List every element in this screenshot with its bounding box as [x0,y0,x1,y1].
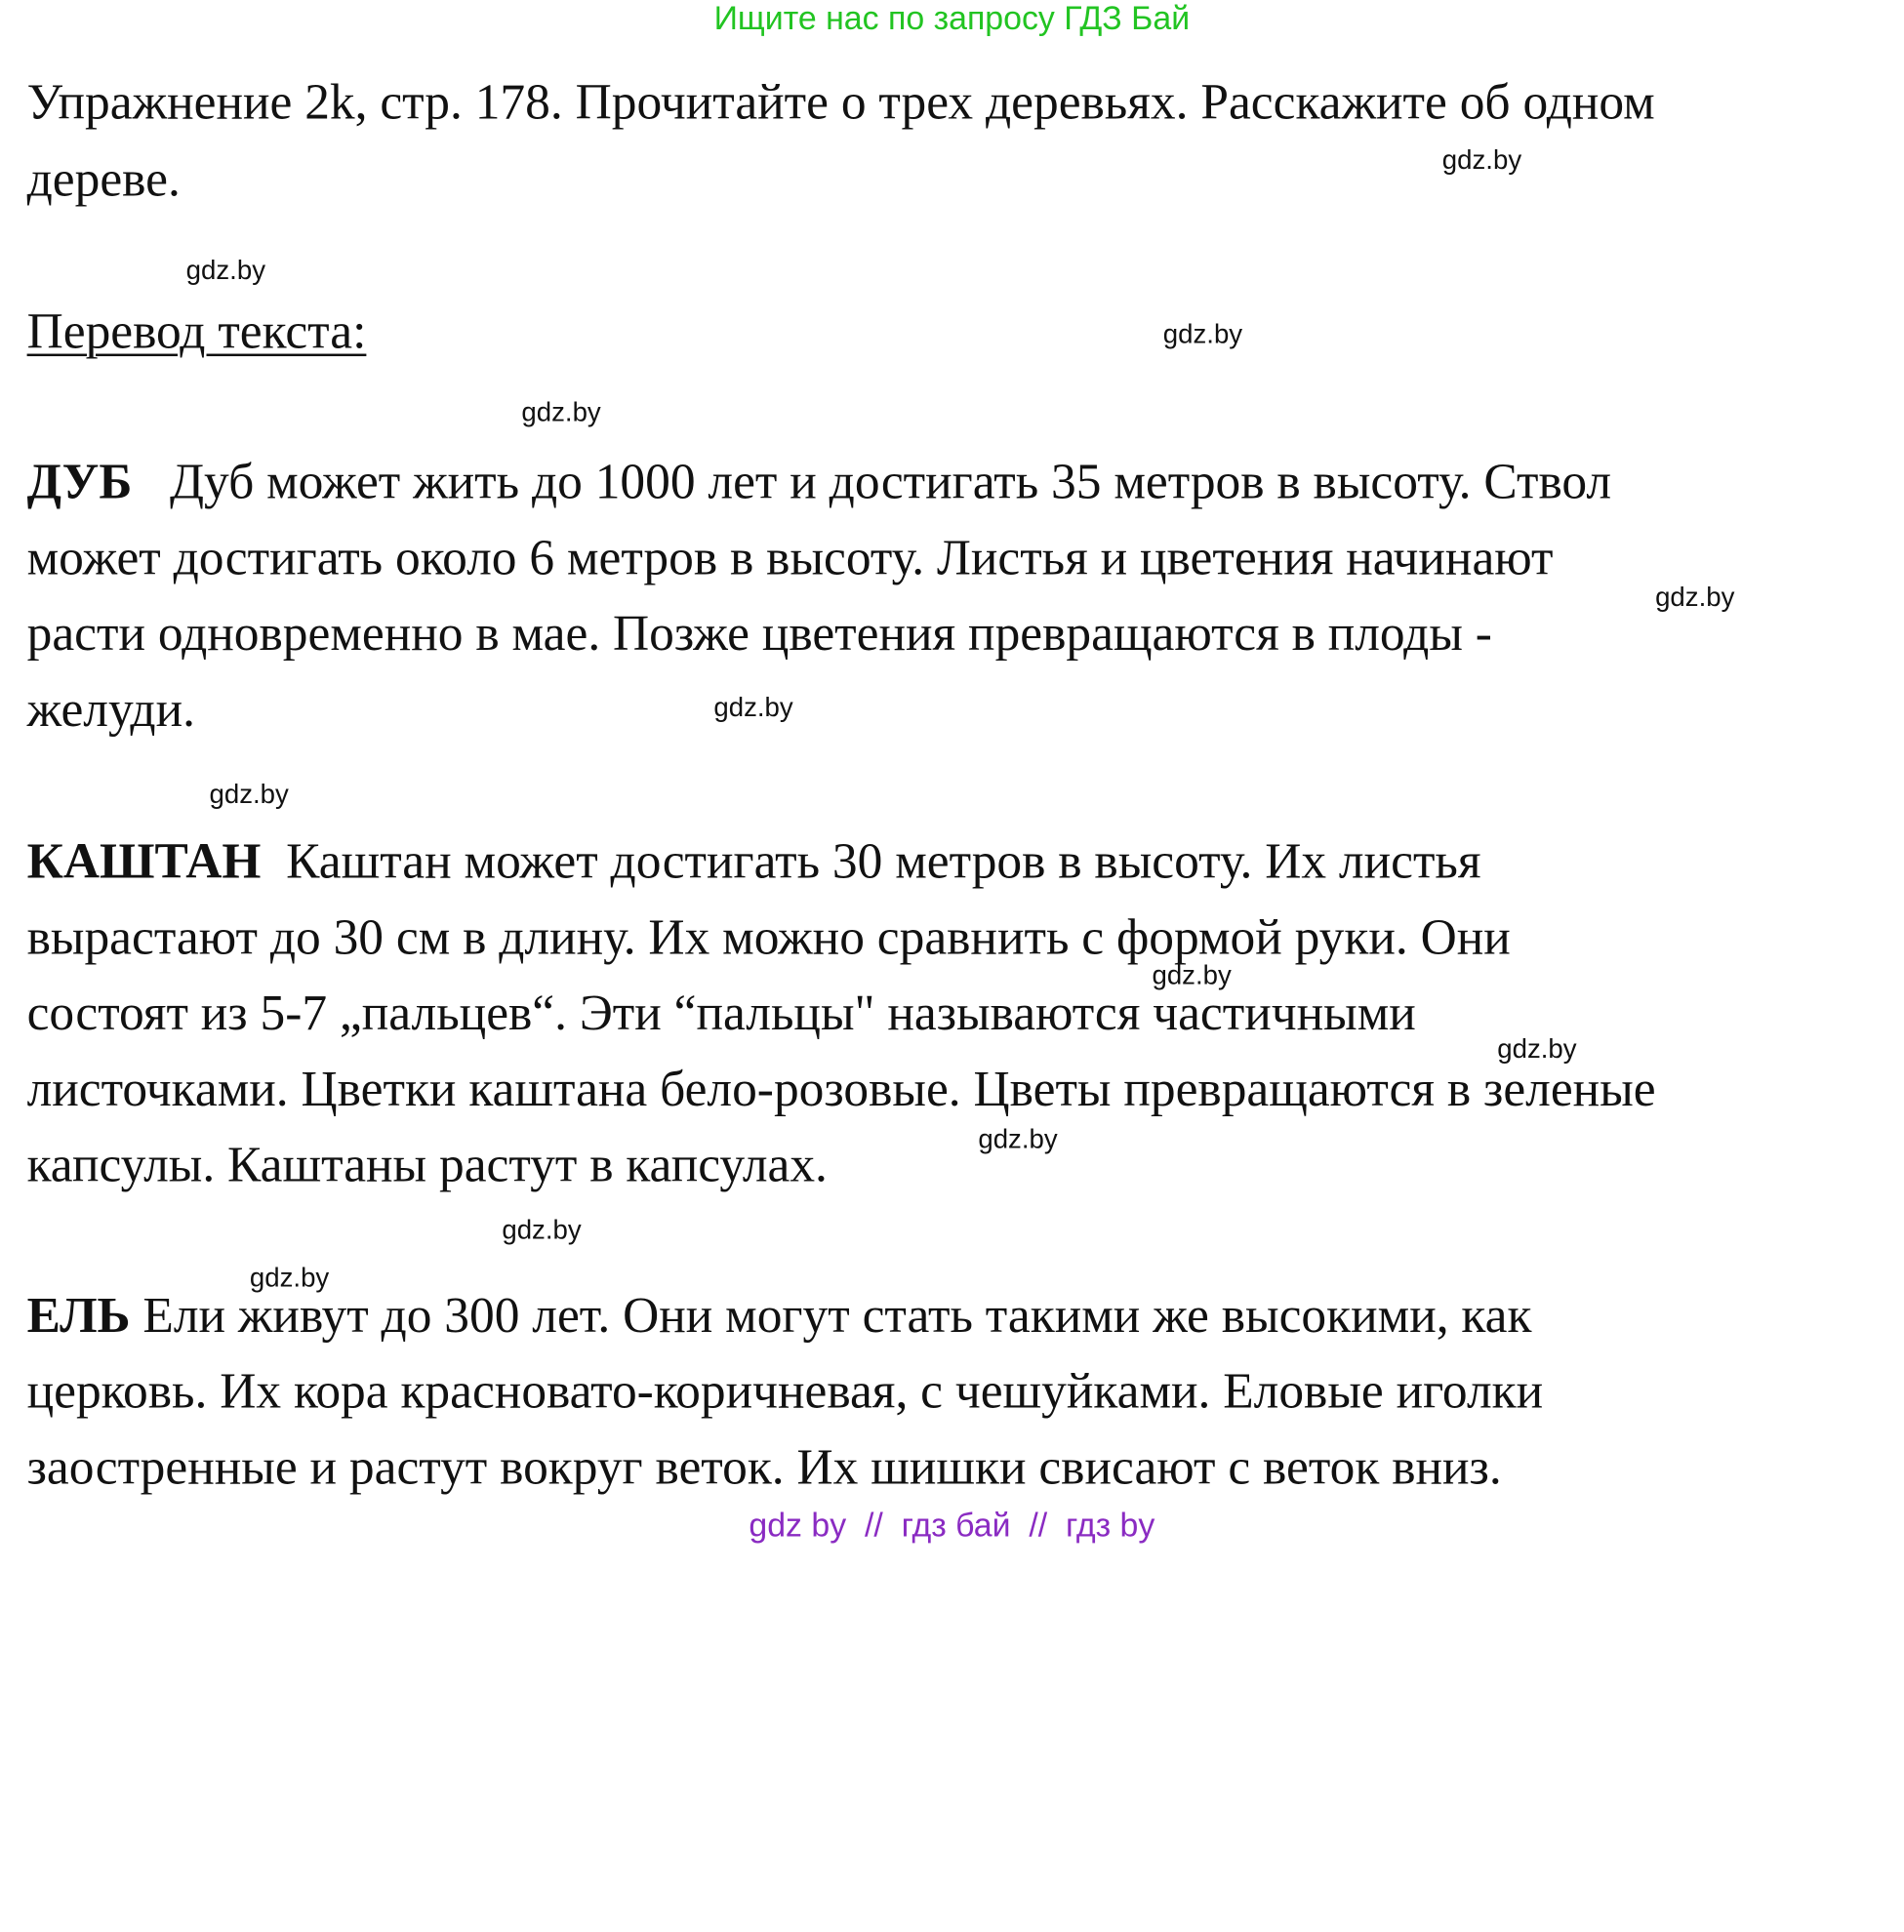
chestnut-line-4: листочками. Цветки каштана бело-розовые. Цветы превращаются в зеленые [26,1060,1656,1117]
watermark: gdz.by [521,396,601,427]
watermark: gdz.by [713,691,793,723]
watermark: gdz.by [502,1214,582,1245]
task-line-2: дереве. [26,150,181,208]
watermark: gdz.by [185,254,266,286]
watermark: gdz.by [1441,144,1522,176]
spruce-title: ЕЛЬ [26,1286,131,1344]
spruce-text-1: Ели живут до 300 лет. Они могут стать такими же высокими, как [142,1286,1532,1344]
oak-line-3: расти одновременно в мае. Позже цветения превращаются в плоды - [26,604,1492,662]
chestnut-line-1 [26,832,1481,889]
chestnut-text-1: Каштан может достигать 30 метров в высоту. Их листья [286,832,1481,889]
spruce-line-2: церковь. Их кора красновато-коричневая, с чешуйками. Еловые иголки [26,1362,1544,1419]
task-line-1: Упражнение 2k, стр. 178. Прочитайте о трех деревьях. Расскажите об одном [26,73,1655,130]
oak-line-2: может достигать около 6 метров в высоту. Листья и цветения начинают [26,528,1554,585]
watermark: gdz.by [249,1262,330,1293]
chestnut-line-3: состоят из 5-7 „пальцев“. Эти “пальцы" называются частичными [26,984,1416,1041]
watermark: gdz.by [1152,959,1232,990]
watermark: gdz.by [1655,581,1735,613]
footer-watermark: gdz by // гдз бай // гдз by [749,1507,1155,1544]
search-banner: Ищите нас по запросу ГДЗ Бай [713,0,1191,37]
oak-title: ДУБ [26,453,133,509]
chestnut-title: КАШТАН [26,832,262,889]
watermark: gdz.by [978,1123,1058,1154]
oak-line-4: желуди. [26,680,195,738]
spruce-line-1 [26,1286,1532,1344]
watermark: gdz.by [209,778,289,810]
oak-line-1 [26,453,1612,509]
oak-text-1: Дуб может жить до 1000 лет и достигать 35 метров в высоту. Ствол [169,453,1612,509]
chestnut-line-5: капсулы. Каштаны растут в капсулах. [26,1136,828,1192]
watermark: gdz.by [1162,318,1243,349]
chestnut-line-2: вырастают до 30 см в длину. Их можно сравнить с формой руки. Они [26,907,1511,965]
spruce-line-3: заостренные и растут вокруг веток. Их шишки свисают с веток вниз. [26,1438,1502,1495]
translation-heading: Перевод текста: [26,302,367,359]
watermark: gdz.by [1497,1032,1577,1065]
